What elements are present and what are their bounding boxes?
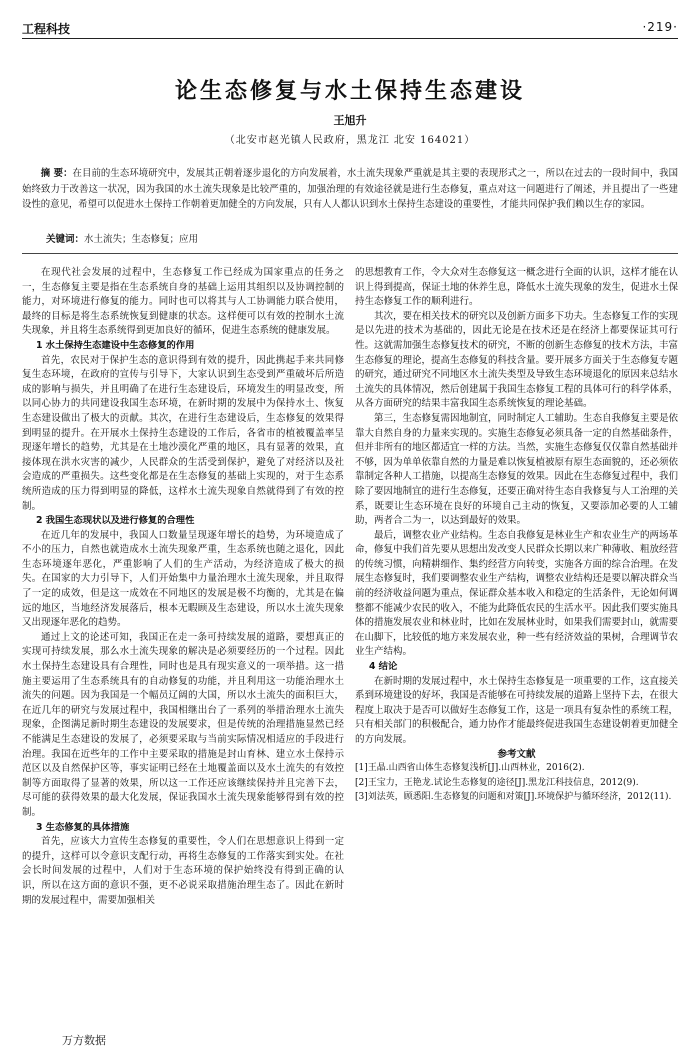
right-column — [355, 266, 678, 806]
references-heading: 参考文献 — [497, 748, 536, 760]
article-title: 论生态修复与水土保持生态建设 — [174, 79, 525, 104]
abstract — [22, 166, 678, 213]
section-heading: 1 水土保持生态建设中生态修复的作用 — [35, 339, 195, 351]
body-paragraph: 在新时期的发展过程中，水土保持生态修复是一项重要的工作，这直接关系到环境建设的好坏，我国是否能够在可持续发展的道路上坚持下去，在很大程度上取决于是否可以做好生态修复工作，这是一项具有复杂性的系统工程，只有相关部门的积极配合，通力协作才能最终促进我国生态建设朝着更加健全的方向发展。 — [355, 675, 679, 745]
right-column-body — [355, 266, 678, 748]
abstract-label: 摘 要： — [40, 168, 73, 179]
keywords-label: 关键词： — [46, 234, 85, 245]
reference-item: [3]刘法英，顾悉阳.生态修复的问题和对策[J].环境保护与循环经济，2012(11). — [355, 792, 672, 803]
header-rule — [22, 38, 678, 39]
journal-name: 工程科技 — [22, 22, 71, 36]
section-heading: 3 生态修复的具体措施 — [35, 821, 130, 833]
left-column — [22, 266, 344, 908]
reference-item: [1]王晶.山西省山体生态修复浅析[J].山西林业，2016(2). — [355, 763, 585, 774]
reference-item: [2]王宝力，王艳龙.试论生态修复的途径[J].黑龙江科技信息，2012(9). — [355, 777, 639, 788]
body-paragraph: 最后，调整农业产业结构。生态自我修复是林业生产和农业生产的两场革命，修复中我们首先要从思想出发改变人民群众长期以来广种薄收、粗放经营的传统习惯，向精耕细作、集约经营方向转变，实施各方面的综合治理。在发展生态修复时，我们要调整农业生产结构，调整农业结构还是要以解决群众当前的经济收益问题为重点，保证群众基本收入和稳定的生活条件，无论如何调整都不能减少农民的收入，不能为此降低农民的生活水平。因此我们要实施具体的措施发展农业和林业时，比如在发展林业时，如果我们需要封山，就需要在山脚下，比较低的地方来发展农业，种一些有经济效益的果树，合理调节农业生产结构。 — [355, 529, 679, 658]
body-paragraph: 其次，要在相关技术的研究以及创新方面多下功夫。生态修复工作的实现是以先进的技术为基础的，因此无论是在技术还是在经济上都要保证其可行性。这就需加强生态修复技术的研究，不断的创新生态修复的技术方法，丰富生态修复的理论，提高生态修复的科技含量。要开展多方面关于生态修复专题的研究，通过研究不同地区水土流失类型及导致生态环境退化的原因来总结水土流失的具体情况，然后创建属于我国生态修复工程的具体可行的科学体系，从各方面研究的结果丰富我国生态系统恢复的理论基础。 — [355, 310, 679, 410]
body-paragraph: 的思想教育工作，令大众对生态修复这一概念进行全面的认识，这样才能在认识上得到提高，保证土地的休养生息，降低水土流失现象的发生，促进水土保持生态修复工作的顺利进行。 — [355, 267, 679, 308]
keywords-text: 水土流失；生态修复；应用 — [84, 234, 199, 245]
section-heading: 2 我国生态现状以及进行修复的合理性 — [35, 515, 195, 527]
author-affiliation: （北安市赵光镇人民政府，黑龙江 北安 164021） — [224, 135, 476, 146]
body-paragraph: 在近几年的发展中，我国人口数量呈现逐年增长的趋势，为环境造成了不小的压力，自然也就造成水土流失现象严重，生态系统也随之退化，因此生态环境逐年恶化，严重影响了人们的生产活动，为经济造成了极大的损失。在国家的大力引导下，人们开始集中力量治理水土流失现象，并且取得了一定的成效，但是这一成效在不同地区的发展是极不均衡的，尤其是在偏远的地区，当地经济发展落后，根本无暇顾及生态建设，所以水土流失现象又出现逐年恶化的趋势。 — [22, 529, 344, 629]
abstract-rule — [22, 253, 678, 254]
section-heading: 4 结论 — [368, 661, 398, 673]
body-paragraph: 第三，生态修复需因地制宜，同时制定人工辅助。生态自我修复主要是依靠大自然自身的力量来实现的。实施生态修复必须具备一定的自然基础条件，但并非所有的地区都适宜一样的方法。当然，实施生态修复仅仅靠自然基础并不够，因为单单依靠自然的力量是难以恢复植被原有原生态面貌的，还必须依靠制定各种人工措施，以提高生态修复的效果。因此在生态修复过程中，我们除了要因地制宜的进行生态修复，还要正确对待生态自我修复与人工治理的关系，既要让生态环境在良好的环境自己主动的恢复，又要添加必要的人工辅助，两者合二为一，以达到最好的效果。 — [355, 412, 679, 527]
running-header — [22, 20, 678, 40]
body-paragraph: 通过上文的论述可知，我国正在走一条可持续发展的道路，要想真正的实现可持续发展，那么水土流失现象的解决是必须要经历的一个过程。因此水土保持生态建设具有合理性，同时也是具有现实意义的一项举措。这一措施主要运用了生态系统具有的自动修复的功能，并且利用这一功能治理水土流失的问题。因为我国是一个幅员辽阔的大国，所以水土流失的面积巨大，在近几年的研究与发展过程中，我国相继出台了一系列的举措治理水土流失现象，企图满足新时期生态建设的发展要求，但是传统的治理措施显然已经不能满足生态建设的发展了，必须要采取与当前实际情况相适应的手段进行治理。我国在近些年的工作中主要采取的措施是封山育林、建立水土保持示范区以及自然保护区等，事实证明已经在土地覆盖面以及水土流失的有效控制等方面取得了显著的效果，所以这一工作还应该继续保持并且完善下去，尽可能的获得效果的最大化发展，保证我国水土流失现象能够得到有效的控制。 — [22, 631, 344, 818]
page-number: ·219· — [642, 20, 678, 34]
footer-source: 万方数据 — [62, 1034, 106, 1047]
keywords — [46, 231, 198, 245]
reference-list — [355, 762, 678, 805]
body-paragraph: 首先，农民对于保护生态的意识得到有效的提升，因此携起手来共同修复生态环境，在政府的宣传与引导下，大家认识到生态受到严重破坏后所造成的影响与损失，并且明确了在进行生态建设后，环境发生的明显改变，所以同心协力的共同建设我国生态环境，在新时期的发展中为保持水土、恢复生态建设做出了极大的贡献。其次，在进行生态建设后，生态修复的效果得到明显的提升。在开展水土保持生态建设的工作后，各省市的植被覆盖率呈现逐年增长的趋势，尤其是在土地沙漠化严重的地区，具有显著的效果，直接体现在洪水灾害的减少，人民群众的生活受到保护，避免了对经济以及社会造成的严重损失。这些变化都是在生态修复的基础上实现的，对于生态系统所造成的压力得到明显的降低，这样水土流失现象自然就得到了有效的控制。 — [22, 354, 344, 512]
abstract-text: 在目前的生态环境研究中，发展其正朝着逐步退化的方向发展着，水土流失现象严重就是其主要的表现形式之一，所以在过去的一段时间中，我国始终致力于改善这一状况，因为我国的水土流失现象是比较严重的，加强治理的有效途径就是进行生态修复，重点对这一问题进行了阐述，并且提出了一些建设性的意见，希望可以促进水土保持工作朝着更加健全的方向发展，只有人人都认识到水土保持生态建设的重要性，才能共同保护我们赖以生存的家园。 — [22, 168, 679, 211]
body-paragraph: 在现代社会发展的过程中，生态修复工作已经成为国家重点的任务之一，生态修复主要是指在生态系统自身的基础上运用其组织以及协调控制的能力，对环境进行修复的能力。同时也可以将其与人工协调能力联合使用，最终的目标是将生态系统恢复到健康的状态。这样便可以有效的控制水土流失现象，并且将生态系统得到更加良好的循环，促进生态系统的健康发展。 — [22, 267, 344, 337]
body-paragraph: 首先，应该大力宣传生态修复的重要性，令人们在思想意识上得到一定的提升，这样可以令意识支配行动，再将生态修复的工作落实到实处。在社会长时间发展的过程中，人们对于生态环境的保护始终没有得到正确的认识，所以在这方面的意识不强，更不必说采取措施治理生态了。因此在新时期的发展过程中，需要加强相关 — [22, 836, 344, 906]
author-name: 王旭升 — [333, 114, 367, 127]
